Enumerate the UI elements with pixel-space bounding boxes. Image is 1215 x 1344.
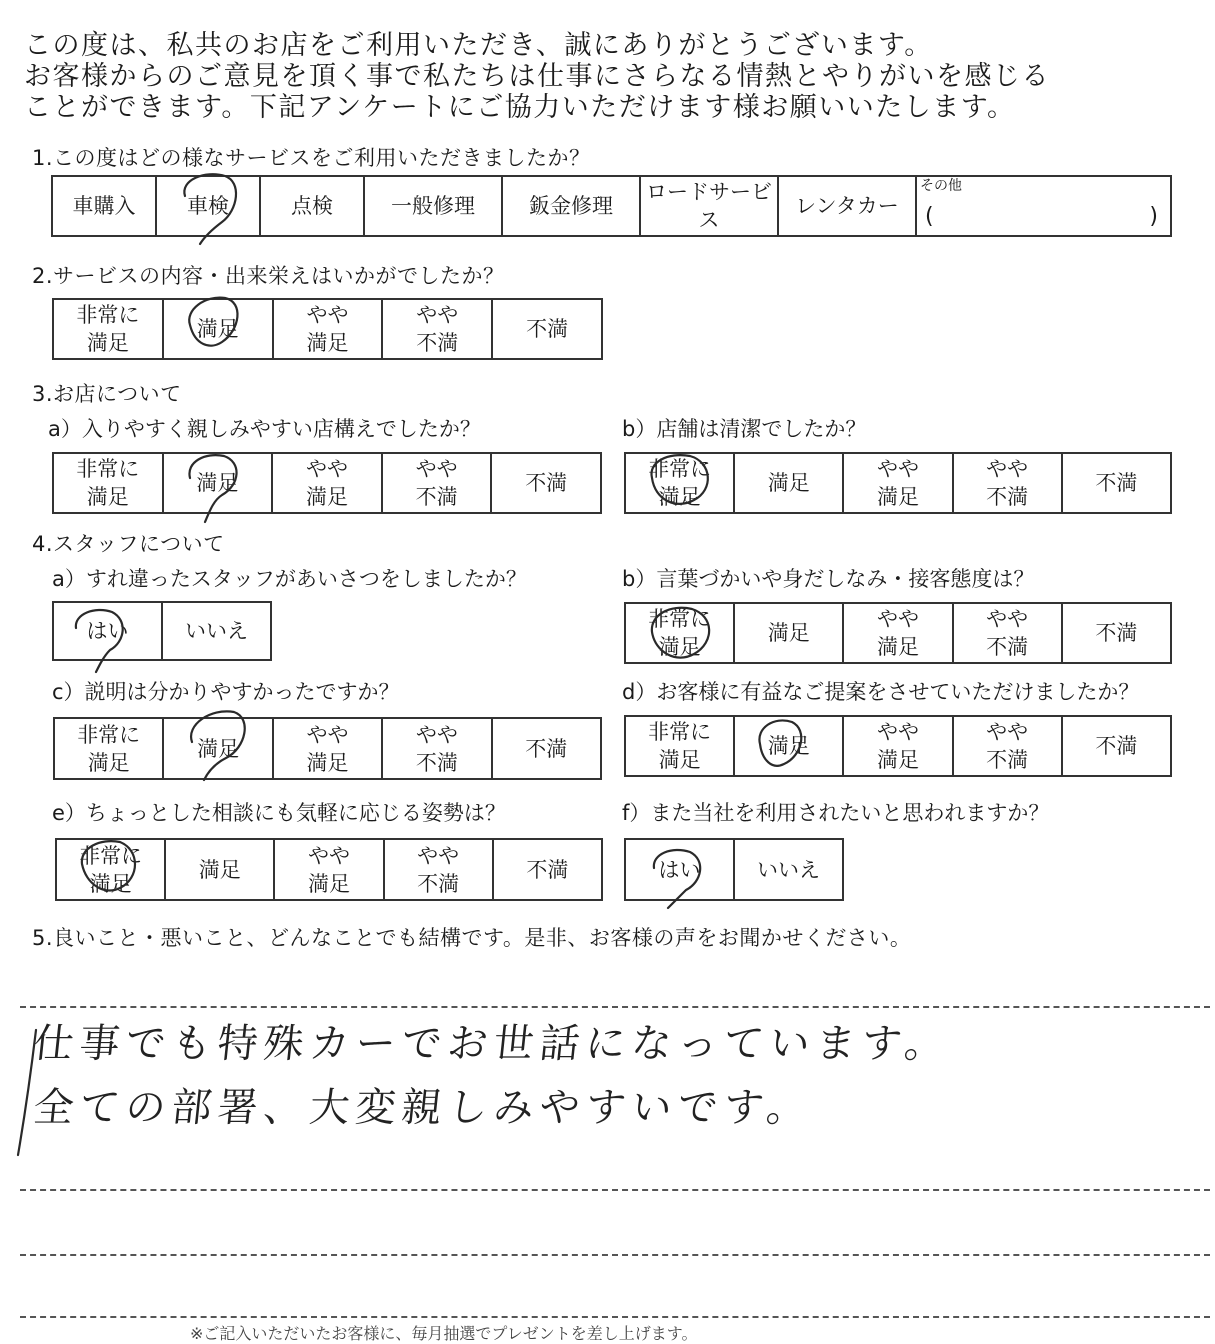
q2-title: 2.サービスの内容・出来栄えはいかがでしたか？	[32, 264, 505, 288]
q2-option-somewhat-satisfied[interactable]: やや 満足	[273, 299, 383, 359]
q3b-option-very-satisfied[interactable]: 非常に 満足	[625, 453, 734, 513]
intro-line: この度は、私共のお店をご利用いただき、誠にありがとうございます。	[24, 30, 933, 61]
comment-line	[20, 1316, 1210, 1318]
q1-title: 1.この度はどの様なサービスをご利用いただきましたか？	[32, 146, 591, 170]
q4e-option-dissatisfied[interactable]: 不満	[493, 839, 602, 900]
q4c-label: c）説明は分かりやすかったですか？	[52, 680, 400, 704]
q2-option-dissatisfied[interactable]: 不満	[492, 299, 602, 359]
q3b-options	[624, 452, 1172, 514]
q3-title: 3.お店について	[32, 382, 182, 406]
q3b-option-somewhat-satisfied[interactable]: やや 満足	[843, 453, 952, 513]
q4c-option-somewhat-satisfied[interactable]: やや 満足	[273, 718, 382, 779]
q3b-option-somewhat-dissatisfied[interactable]: やや 不満	[953, 453, 1062, 513]
q3b-label: b）店舗は清潔でしたか？	[622, 417, 867, 441]
q3a-option-dissatisfied[interactable]: 不満	[491, 453, 601, 513]
comment-line	[20, 1006, 1210, 1008]
intro-text	[24, 30, 1050, 123]
q4c-option-dissatisfied[interactable]: 不満	[492, 718, 601, 779]
q4b-label: b）言葉づかいや身だしなみ・接客態度は？	[622, 567, 1035, 591]
handwritten-comment-line: 仕事でも特殊カーでお世話になっています。	[31, 1021, 953, 1067]
q3a-option-very-satisfied[interactable]: 非常に 満足	[53, 453, 163, 513]
q3b-option-satisfied[interactable]: 満足	[734, 453, 843, 513]
q1-option-shaken[interactable]: 車検	[156, 176, 260, 236]
other-paren-close: )	[1149, 204, 1158, 229]
q3a-options	[52, 452, 602, 514]
q4c-options	[53, 717, 602, 780]
q4b-option-somewhat-satisfied[interactable]: やや 満足	[843, 603, 952, 663]
q1-option-other[interactable]	[916, 176, 1171, 236]
q4e-options	[55, 838, 603, 901]
q4e-label: e）ちょっとした相談にも気軽に応じる姿勢は？	[52, 801, 506, 825]
q2-option-very-satisfied[interactable]: 非常に 満足	[53, 299, 163, 359]
q4b-option-satisfied[interactable]: 満足	[734, 603, 843, 663]
q4f-label: f）また当社を利用されたいと思われますか？	[622, 801, 1050, 825]
comment-line	[20, 1254, 1210, 1256]
q4b-options	[624, 602, 1172, 664]
q4e-option-somewhat-dissatisfied[interactable]: やや 不満	[384, 839, 493, 900]
q3a-option-somewhat-satisfied[interactable]: やや 満足	[272, 453, 382, 513]
q4d-option-somewhat-satisfied[interactable]: やや 満足	[843, 716, 952, 776]
q4d-option-very-satisfied[interactable]: 非常に 満足	[625, 716, 734, 776]
q4e-option-very-satisfied[interactable]: 非常に 満足	[56, 839, 165, 900]
q4a-option-yes[interactable]: はい	[53, 602, 162, 660]
q4-title: 4.スタッフについて	[32, 532, 225, 556]
q3a-label: a）入りやすく親しみやすい店構えでしたか？	[48, 417, 481, 441]
q1-option-body-repair[interactable]: 鈑金修理	[502, 176, 640, 236]
q4e-option-somewhat-satisfied[interactable]: やや 満足	[274, 839, 383, 900]
q1-options	[51, 175, 1172, 237]
q4c-option-somewhat-dissatisfied[interactable]: やや 不満	[382, 718, 491, 779]
q4d-option-somewhat-dissatisfied[interactable]: やや 不満	[953, 716, 1062, 776]
q2-option-somewhat-dissatisfied[interactable]: やや 不満	[382, 299, 492, 359]
q4b-option-very-satisfied[interactable]: 非常に 満足	[625, 603, 734, 663]
other-label: その他	[920, 178, 962, 194]
q4d-option-dissatisfied[interactable]: 不満	[1062, 716, 1171, 776]
q4d-options	[624, 715, 1172, 777]
q4e-option-satisfied[interactable]: 満足	[165, 839, 274, 900]
q1-option-general-repair[interactable]: 一般修理	[364, 176, 502, 236]
other-paren-open: (	[925, 204, 934, 229]
intro-line: ことができます。下記アンケートにご協力いただけます様お願いいたします。	[24, 92, 1016, 123]
q2-options	[52, 298, 603, 360]
q4a-option-no[interactable]: いいえ	[162, 602, 271, 660]
q4a-options	[52, 601, 272, 661]
q2-option-satisfied[interactable]: 満足	[163, 299, 273, 359]
q4d-option-satisfied[interactable]: 満足	[734, 716, 843, 776]
q4b-option-somewhat-dissatisfied[interactable]: やや 不満	[953, 603, 1062, 663]
q4f-option-yes[interactable]: はい	[625, 839, 734, 900]
q4f-option-no[interactable]: いいえ	[734, 839, 843, 900]
handwritten-comment-line: 全ての部署、大変親しみやすいです。	[31, 1085, 815, 1131]
q3b-option-dissatisfied[interactable]: 不満	[1062, 453, 1171, 513]
q4d-label: d）お客様に有益なご提案をさせていただけましたか？	[622, 680, 1140, 704]
q4c-option-satisfied[interactable]: 満足	[163, 718, 272, 779]
q1-option-inspection[interactable]: 点検	[260, 176, 364, 236]
q5-title: 5.良いこと・悪いこと、どんなことでも結構です。是非、お客様の声をお聞かせください。	[32, 926, 912, 950]
intro-line: お客様からのご意見を頂く事で私たちは仕事にさらなる情熱とやりがいを感じる	[24, 61, 1050, 92]
q3a-option-somewhat-dissatisfied[interactable]: やや 不満	[382, 453, 492, 513]
q4f-options	[624, 838, 844, 901]
q1-option-rental-car[interactable]: レンタカー	[778, 176, 916, 236]
q1-option-road-service[interactable]: ロードサービス	[640, 176, 778, 236]
q4b-option-dissatisfied[interactable]: 不満	[1062, 603, 1171, 663]
q3a-option-satisfied[interactable]: 満足	[163, 453, 273, 513]
q1-option-car-purchase[interactable]: 車購入	[52, 176, 156, 236]
footer-note: ※ご記入いただいたお客様に、毎月抽選でプレゼントを差し上げます。	[190, 1324, 698, 1343]
comment-line	[20, 1189, 1210, 1191]
q4a-label: a）すれ違ったスタッフがあいさつをしましたか？	[52, 567, 527, 591]
q4c-option-very-satisfied[interactable]: 非常に 満足	[54, 718, 163, 779]
